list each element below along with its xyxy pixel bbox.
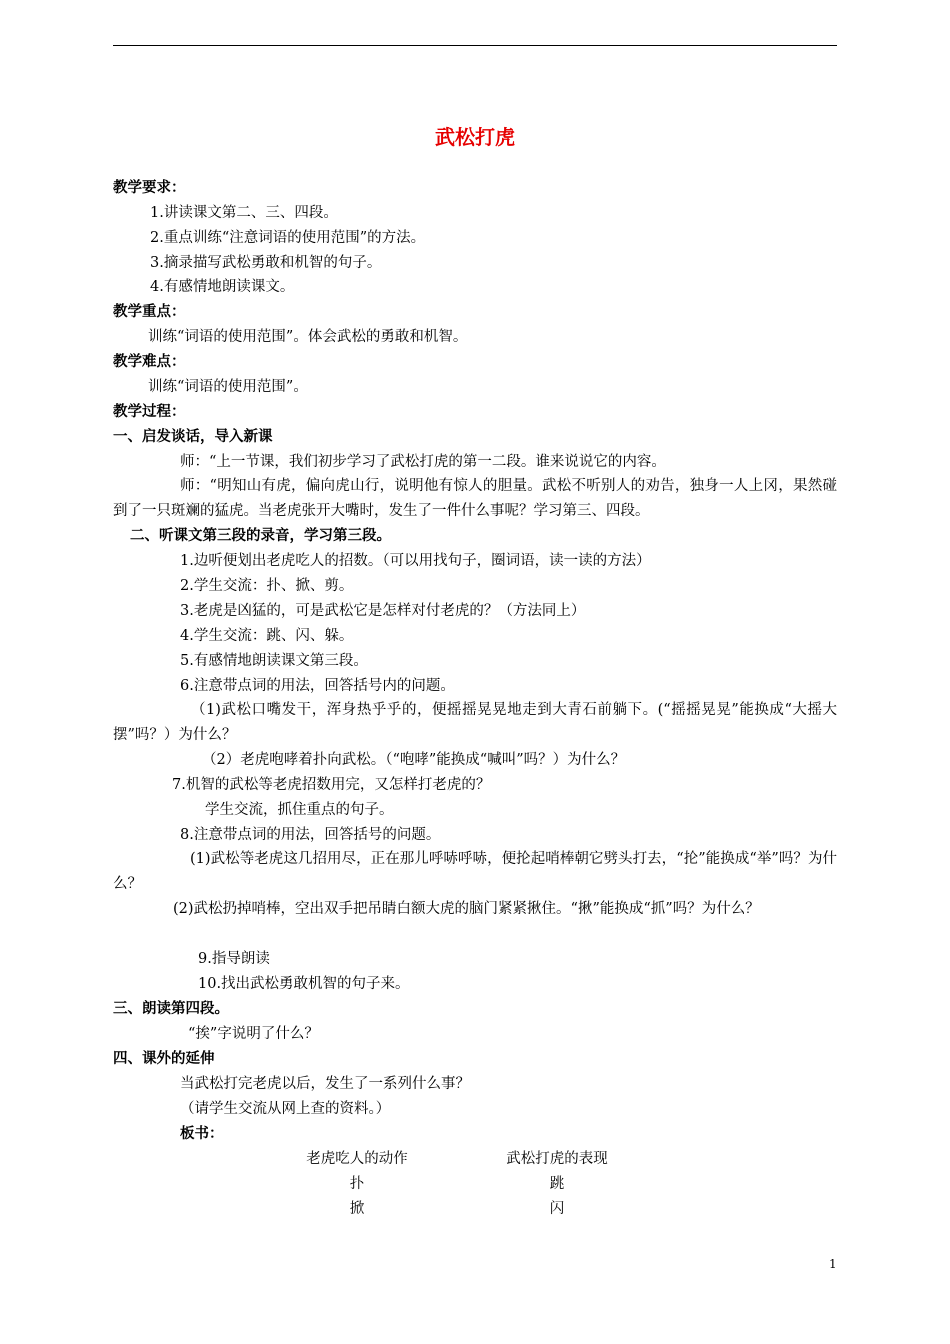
step-item: 8.注意带点词的用法，回答括号的问题。 [180,827,441,843]
extension-text: （请学生交流从网上查的资料。） [180,1101,391,1117]
document-title: 武松打虎 [435,125,515,149]
board-col1-header: 老虎吃人的动作 [306,1151,408,1167]
step-item: 5.有感情地朗读课文第三段。 [180,653,368,669]
board-cell: 扑 [349,1176,365,1192]
board-cell: 闪 [549,1201,565,1217]
requirement-item: 4.有感情地朗读课文。 [150,279,295,295]
question-paragraph: (2)武松扔掉哨棒，空出双手把吊睛白额大虎的脑门紧紧揪住。“揪”能换成“抓”吗？为什么？ [173,901,760,917]
board-col2-header: 武松打虎的表现 [506,1151,608,1167]
section2-heading: 二、听课文第三段的录音，学习第三段。 [130,528,391,544]
step-item: 4.学生交流：跳、闪、躲。 [180,628,354,644]
step-item: 2.学生交流：扑、掀、剪。 [180,578,354,594]
section3-heading: 三、朗读第四段。 [113,1001,229,1017]
board-heading: 板书： [180,1126,224,1142]
difficulty-text: 训练“词语的使用范围”。 [148,379,308,395]
step-item: 10.找出武松勇敢机智的句子来。 [198,976,410,992]
key-point-text: 训练“词语的使用范围”。体会武松的勇敢和机智。 [148,329,468,345]
header-rule [113,45,837,46]
question-paragraph: (1)武松等老虎这几招用尽，正在那儿呼哧呼哧，便抡起哨棒朝它劈头打去，“抡”能换成“举”吗？为什么？ [113,851,837,892]
section1-heading: 一、启发谈话，导入新课 [113,429,273,445]
requirement-item: 3.摘录描写武松勇敢和机智的句子。 [150,255,382,271]
step-item: 3.老虎是凶猛的，可是武松它是怎样对付老虎的？（方法同上） [180,603,586,619]
step-item: 9.指导朗读 [198,951,270,967]
section4-heading: 四、课外的延伸 [113,1051,215,1067]
dialogue-paragraph: 师：“明知山有虎，偏向虎山行，说明他有惊人的胆量。武松不听别人的劝告，独身一人上冈，果然碰到了一只斑斓的猛虎。当老虎张开大嘴时，发生了一件什么事呢？学习第三、四段。 [113,478,837,519]
step-item: 6.注意带点词的用法，回答括号内的问题。 [180,678,455,694]
process-heading: 教学过程： [113,404,186,420]
section3-text: “挨”字说明了什么？ [188,1026,319,1042]
requirements-heading: 教学要求： [113,180,186,196]
question-item: （2）老虎咆哮着扑向武松。（“咆哮”能换成“喊叫”吗？）为什么？ [202,752,626,768]
board-cell: 跳 [549,1176,565,1192]
difficulty-heading: 教学难点： [113,354,186,370]
dialogue-line: 师：“上一节课，我们初步学习了武松打虎的第一二段。谁来说说它的内容。 [180,454,666,470]
step-item: 7.机智的武松等老虎招数用完，又怎样打老虎的？ [172,777,491,793]
requirement-item: 2.重点训练“注意词语的使用范围”的方法。 [150,230,426,246]
question-paragraph: （1)武松口嘴发干，浑身热乎乎的，便摇摇晃晃地走到大青石前躺下。(“摇摇晃晃”能换成“大摇大摆”吗？）为什么？ [113,702,837,743]
board-cell: 掀 [349,1201,365,1217]
page-number: 1 [829,1257,837,1271]
extension-text: 当武松打完老虎以后，发生了一系列什么事？ [180,1076,470,1092]
key-point-heading: 教学重点： [113,304,186,320]
step-item: 1.边听便划出老虎吃人的招数。（可以用找句子，圈词语，读一读的方法） [180,553,651,569]
step-note: 学生交流，抓住重点的句子。 [205,802,394,818]
requirement-item: 1.讲读课文第二、三、四段。 [150,205,338,221]
